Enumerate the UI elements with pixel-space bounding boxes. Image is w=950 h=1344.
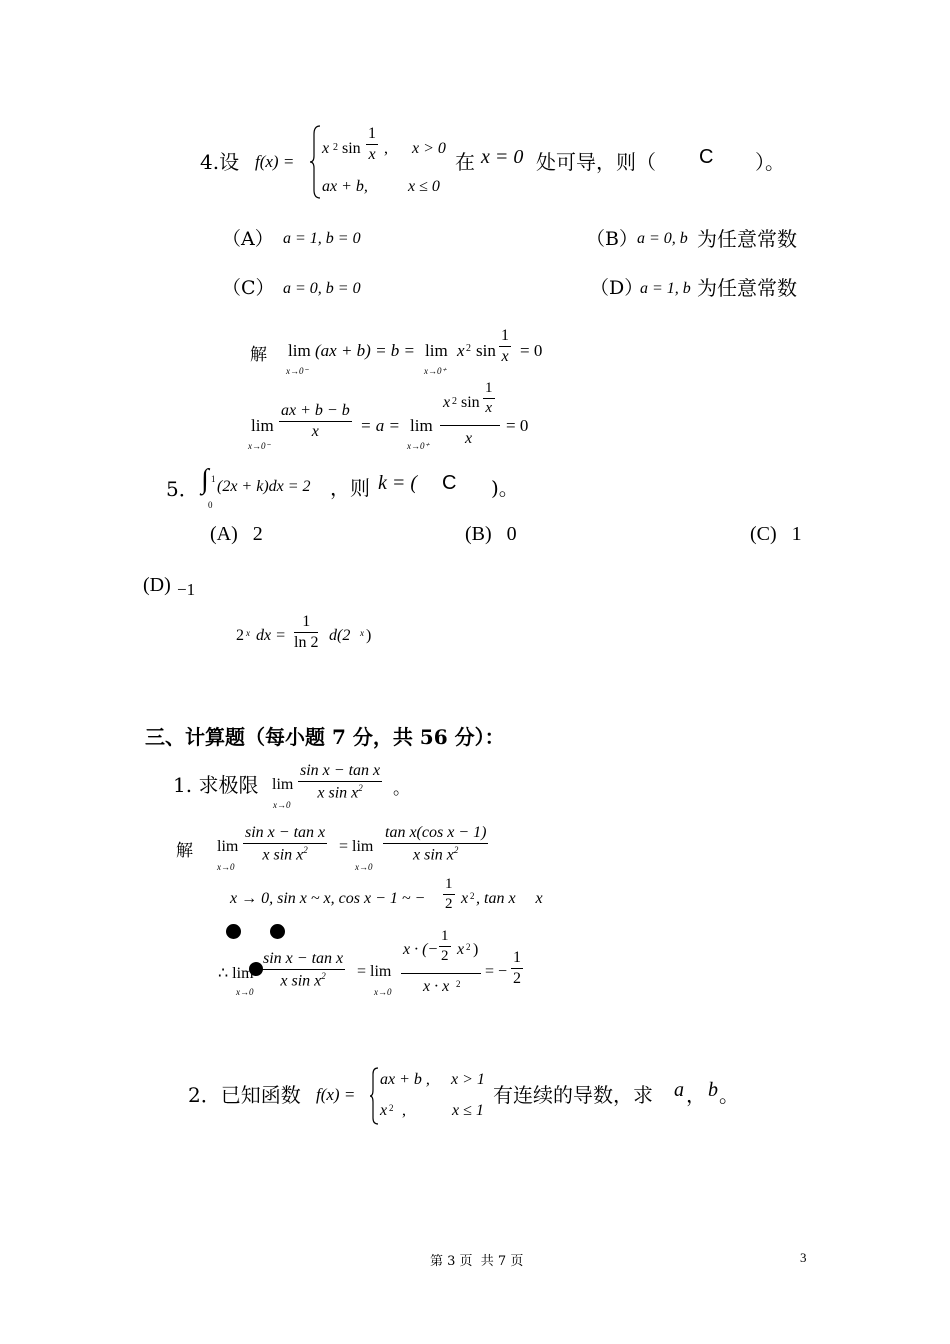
q5-hint-fraction: $\frac{1}{\ln 2}$ — [294, 613, 319, 651]
p1-s3-eq2: = − — [485, 963, 508, 980]
q5-hint-lhs: 2 — [236, 627, 244, 644]
p2-end: 。 — [719, 1083, 739, 1107]
p1-s3-den2-exp: 2 — [456, 979, 461, 989]
p1-s3-eq: = lim — [357, 963, 392, 980]
p1-s1-eq: = lim — [339, 838, 374, 855]
p2-case2-comma: , — [402, 1102, 406, 1119]
q4-sol1-lim2: lim — [425, 341, 448, 360]
q4-sol2-lim: lim — [251, 416, 274, 435]
q4-sol1-fraction: $\frac{1}{x}$ — [501, 327, 509, 365]
p1-s3-num2b: x — [457, 941, 465, 958]
q5-hint-rhs-exp: x — [360, 628, 364, 638]
p2-f-lhs: f(x) = — [316, 1085, 356, 1104]
q4-option-d-label: （D） — [590, 277, 644, 299]
p1-s1-lim: lim — [217, 838, 239, 855]
p1-s1-fraction2: $\frac{\text{tan x(cos x − 1)}}{x \sin x^2}$ — [385, 824, 487, 864]
q4-option-c-label: （C） — [222, 277, 275, 299]
p2-label: 2．已知函数 — [188, 1083, 301, 1107]
q4-tail-cond: x = 0 — [481, 146, 524, 168]
q4-case1-fraction: $\frac{1}{x}$ — [368, 125, 376, 163]
p1-s1-sub2: x→0 — [355, 862, 373, 872]
p1-s3-num2c: ) — [473, 941, 479, 958]
q4-sol2-num-x: x — [443, 394, 451, 411]
q4-sol1-lim: lim — [288, 341, 311, 360]
q4-sol2-sub1: x→0⁻ — [248, 441, 271, 451]
p1-s2-exp: 2 — [470, 891, 475, 901]
q4-sol2-fraction-bar — [440, 425, 500, 426]
q5-hint-dx: dx = — [256, 627, 286, 644]
q4-answer: C — [699, 146, 714, 168]
q4-sol2-inner-fraction: $\frac{1}{x}$ — [485, 380, 493, 416]
p1-s3-fraction: $\frac{\text{sin x − tan x}}{x \sin x^2}$ — [263, 950, 344, 990]
q4-sol1-exp: 2 — [466, 343, 471, 354]
q5-int-lower: 0 — [208, 500, 213, 510]
q5-int-upper: 1 — [211, 474, 216, 484]
p2-comma: ， — [686, 1083, 706, 1107]
p1-s2-fraction: $\frac{1}{2}$ — [445, 876, 453, 912]
q5-option-a: (A) 2 — [210, 523, 263, 545]
q4-tail-1: 在 — [455, 150, 475, 174]
q4-sol2-num-sin: sin — [461, 394, 480, 411]
q4-f-lhs: f(x) = — [255, 152, 295, 171]
section-3-title: 三、计算题（每小题 7 分，共 56 分）： — [145, 725, 505, 749]
q4-sol1-sub1: x→0⁻ — [286, 366, 309, 376]
page-number: 3 — [800, 1250, 807, 1265]
p1-fraction: $\frac{\text{sin x − tan x}}{x \sin x^2}$ — [300, 762, 381, 802]
q4-sol1-sub2: x→0⁺ — [424, 366, 447, 376]
p1-s3-sub: x→0 — [236, 987, 254, 997]
q5-hint-close: ) — [366, 627, 372, 644]
p2-case1-cond: x > 1 — [451, 1071, 485, 1088]
black-dot-2 — [270, 924, 285, 939]
p1-s3-result-fraction: $\frac{1}{2}$ — [513, 949, 521, 987]
q4-sol1-eq: = 0 — [520, 341, 543, 360]
q4-sol2-sub2: x→0⁺ — [407, 441, 430, 451]
p2-piecewise-brace — [368, 1066, 380, 1126]
p1-s3-num2a: x · (− — [403, 941, 439, 958]
p1-s2-tail: , tan x x — [476, 890, 543, 907]
q4-case1-comma: , — [384, 140, 388, 157]
q4-sol2-fraction: $\frac{ax + b - b}{x}$ — [281, 402, 350, 440]
q4-option-a-text: a = 1, b = 0 — [283, 230, 361, 247]
q5-hint-rhs: d(2 — [329, 627, 351, 644]
q4-option-c-text: a = 0, b = 0 — [283, 280, 361, 297]
q5-option-c: (C) 1 — [750, 523, 802, 545]
integral-sign-icon: ∫ — [201, 464, 209, 495]
p1-s1-fraction: $\frac{\text{sin x − tan x}}{x \sin x^2}$ — [245, 824, 326, 864]
q4-sol2-lim2: lim — [410, 416, 433, 435]
p1-s3-num2-fraction: $\frac{1}{2}$ — [441, 928, 449, 964]
p1-s1-sub: x→0 — [217, 862, 235, 872]
q4-option-b-math: a = 0, b — [637, 230, 688, 247]
p1-s2-text: x → 0, sin x ~ x, cos x − 1 ~ − — [230, 890, 426, 907]
q5-hint-exp: x — [246, 628, 250, 638]
p2-case2-cond: x ≤ 1 — [452, 1102, 484, 1119]
q4-case1-cond: x > 0 — [412, 140, 446, 157]
q4-tail-2: 处可导，则（ — [536, 150, 656, 174]
p2-case2-exp: 2 — [389, 1103, 394, 1113]
q4-option-b-text: 为任意常数 — [697, 227, 797, 251]
q4-piecewise-brace — [308, 124, 322, 200]
p1-lim: lim — [272, 776, 294, 793]
q4-sol1-expr1: (ax + b) = b = — [315, 341, 416, 360]
q4-case1-sin: sin — [342, 140, 361, 157]
p2-tail: 有连续的导数，求 — [493, 1083, 653, 1107]
page-info: 第 3 页 共 7 页 — [430, 1254, 524, 1269]
q4-option-b-label: （B） — [586, 228, 638, 250]
q4-sol2-mid: = a = — [360, 416, 400, 435]
q5-answer: C — [442, 472, 457, 494]
p1-sub: x→0 — [273, 800, 291, 810]
q4-case2-expr: ax + b, — [322, 178, 368, 195]
q4-sol1-sin: sin — [476, 341, 496, 360]
p2-b: b — [708, 1079, 718, 1101]
q4-close: ）。 — [755, 150, 785, 174]
p1-label: 1. 求极限 — [173, 773, 259, 797]
q4-sol2-den2: x — [465, 430, 473, 447]
q4-case1-x: x — [322, 140, 330, 157]
q4-solution-label: 解 — [250, 345, 267, 365]
p2-case1: ax + b , — [380, 1071, 430, 1088]
p1-s3-num2-exp: 2 — [466, 942, 471, 952]
q5-label: 5． — [166, 477, 199, 501]
q4-case2-cond: x ≤ 0 — [408, 178, 440, 195]
q4-option-d-math: a = 1, b — [640, 280, 691, 297]
q5-option-d-value: −1 — [177, 580, 196, 599]
p2-case2: x — [380, 1102, 388, 1119]
p1-end: 。 — [393, 779, 410, 799]
black-dot-1 — [226, 924, 241, 939]
q4-sol1-x: x — [457, 341, 465, 360]
p1-s3-den2: x · x — [423, 978, 450, 995]
q4-option-a-label: （A） — [222, 228, 274, 250]
p1-s3-fraction2-bar — [401, 973, 481, 974]
q5-integrand: (2x + k)dx = 2 — [217, 478, 311, 495]
q4-sol2-eq: = 0 — [506, 416, 529, 435]
q5-option-d-label: (D) — [143, 574, 171, 596]
q5-k-eq: k = ( — [378, 472, 418, 494]
p1-solution-label: 解 — [176, 841, 193, 861]
q5-tail: ，则 — [330, 476, 370, 500]
p1-s3-therefore: ∴ lim — [218, 965, 254, 982]
q4-sol2-num-exp: 2 — [452, 396, 457, 407]
q4-option-d-text: 为任意常数 — [697, 276, 797, 300]
p2-a: a — [674, 1079, 684, 1101]
q4-case1-exp: 2 — [333, 142, 338, 153]
q5-option-b: (B) 0 — [465, 523, 517, 545]
p1-s3-sub2: x→0 — [374, 987, 392, 997]
p1-s2-x: x — [461, 890, 469, 907]
q4-label: 4.设 — [200, 150, 240, 174]
q5-close: )。 — [491, 476, 519, 500]
